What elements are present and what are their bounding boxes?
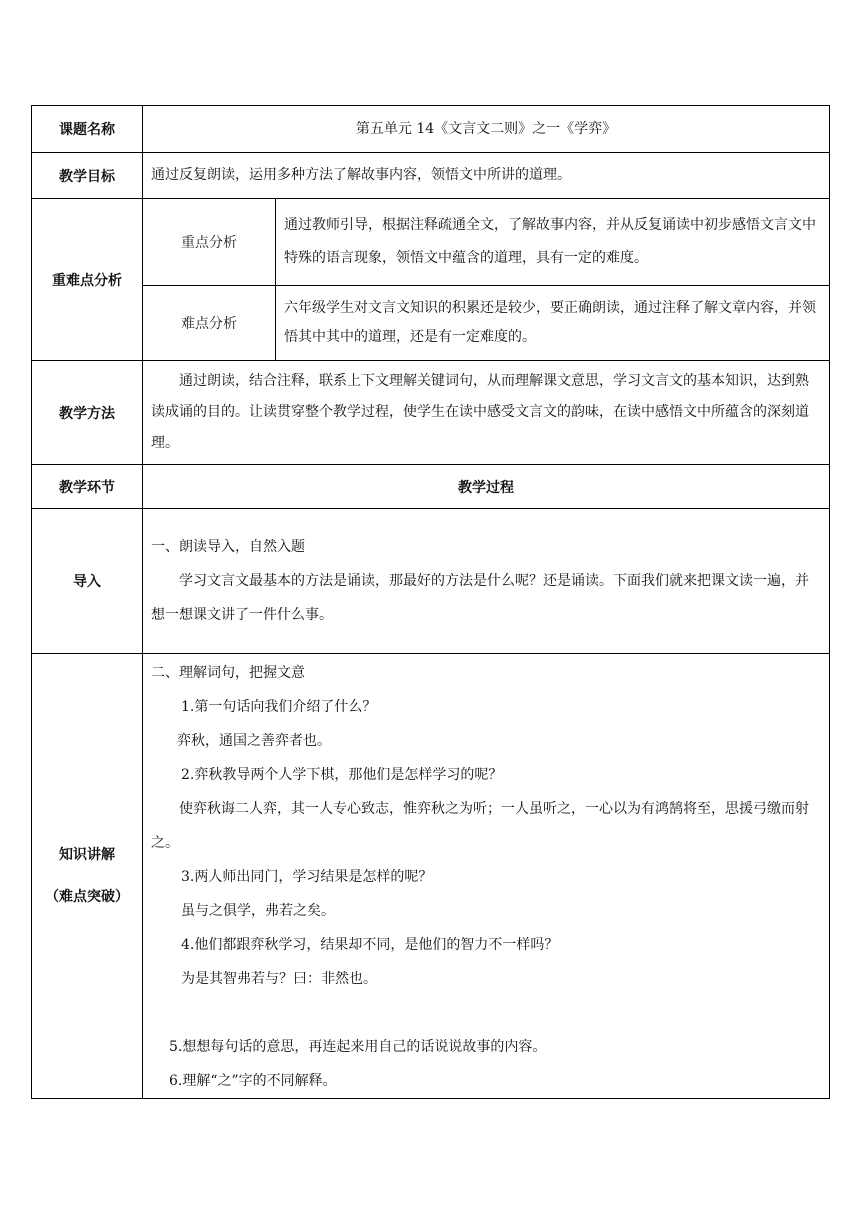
answer-3: 虽与之俱学，弗若之矣。 — [181, 903, 335, 919]
analysis-label: 重难点分析 — [32, 199, 143, 361]
key-analysis-label: 重点分析 — [143, 199, 276, 286]
teaching-method-value: 通过朗读，结合注释，联系上下文理解关键词句，从而理解课文意思，学习文言文的基本知识，达到熟读成诵的目的。让读贯穿整个教学过程，使学生在读中感受文言文的韵味，在读中感悟文中所蕴含的深刻道理。 — [143, 361, 830, 465]
knowledge-content — [143, 654, 830, 1099]
row-key-analysis — [32, 199, 830, 286]
row-course-title — [32, 106, 830, 153]
blank-line — [151, 996, 821, 1030]
question-5: 5.想想每句话的意思，再连起来用自己的话说说故事的内容。 — [169, 1039, 547, 1055]
knowledge-sublabel: （难点突破） — [45, 889, 129, 905]
teaching-method-label: 教学方法 — [32, 361, 143, 465]
difficult-analysis-label: 难点分析 — [143, 286, 276, 361]
question-1: 1.第一句话向我们介绍了什么？ — [181, 699, 377, 715]
answer-1: 弈秋，通国之善弈者也。 — [177, 733, 331, 749]
row-difficult-analysis — [32, 286, 830, 361]
teaching-goal-value: 通过反复朗读，运用多种方法了解故事内容，领悟文中所讲的道理。 — [143, 153, 830, 199]
teaching-process-label: 教学过程 — [143, 465, 830, 509]
knowledge-label-cell — [32, 654, 143, 1099]
question-4: 4.他们都跟弈秋学习，结果却不同，是他们的智力不一样吗？ — [181, 937, 559, 953]
question-3: 3.两人师出同门，学习结果是怎样的呢？ — [181, 869, 433, 885]
teaching-goal-label: 教学目标 — [32, 153, 143, 199]
intro-label: 导入 — [32, 509, 143, 654]
answer-2: 使弈秋诲二人弈，其一人专心致志，惟弈秋之为听；一人虽听之，一心以为有鸿鹄将至，思援弓缴而射之。 — [151, 801, 809, 851]
question-6: 6.理解“之”字的不同解释。 — [169, 1073, 337, 1089]
course-title-label: 课题名称 — [32, 106, 143, 153]
question-2: 2.弈秋教导两个人学下棋，那他们是怎样学习的呢？ — [181, 767, 503, 783]
intro-content — [143, 509, 830, 654]
knowledge-label: 知识讲解 — [59, 847, 115, 863]
knowledge-heading: 二、理解词句，把握文意 — [151, 665, 305, 681]
lesson-plan-table — [31, 105, 830, 1099]
course-title-value: 第五单元 14《文言文二则》之一《学弈》 — [143, 106, 830, 153]
row-section-header — [32, 465, 830, 509]
row-knowledge — [32, 654, 830, 1099]
teaching-stage-label: 教学环节 — [32, 465, 143, 509]
row-teaching-goal — [32, 153, 830, 199]
row-intro — [32, 509, 830, 654]
row-teaching-method — [32, 361, 830, 465]
intro-body: 学习文言文最基本的方法是诵读，那最好的方法是什么呢？还是诵读。下面我们就来把课文读一遍，并想一想课文讲了一件什么事。 — [151, 573, 809, 623]
key-analysis-text: 通过教师引导，根据注释疏通全文，了解故事内容，并从反复诵读中初步感悟文言文中特殊的语言现象，领悟文中蕴含的道理，具有一定的难度。 — [276, 199, 830, 286]
difficult-analysis-text: 六年级学生对文言文知识的积累还是较少，要正确朗读，通过注释了解文章内容，并领悟其中其中的道理，还是有一定难度的。 — [276, 286, 830, 361]
intro-heading: 一、朗读导入，自然入题 — [151, 539, 305, 555]
answer-4: 为是其智弗若与？曰：非然也。 — [181, 971, 377, 987]
